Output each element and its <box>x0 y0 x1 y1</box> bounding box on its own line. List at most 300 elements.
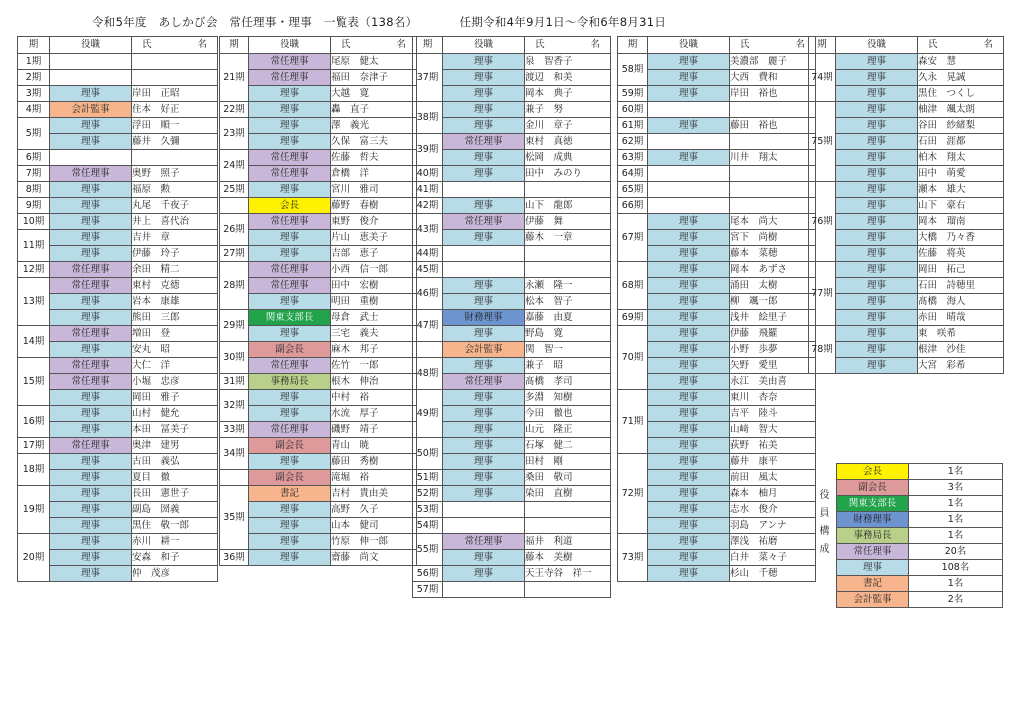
summary-role: 事務局長 <box>837 528 909 544</box>
period-cell: 16期 <box>18 406 50 438</box>
role-cell: 理事 <box>443 150 525 166</box>
name-cell: 古田 義弘 <box>132 454 218 470</box>
summary-count: 20名 <box>909 544 1003 560</box>
name-cell <box>730 134 816 150</box>
name-cell: 片山 恵美子 <box>331 230 417 246</box>
summary-role: 会計監事 <box>837 592 909 608</box>
header-period: 期 <box>809 37 836 54</box>
role-cell: 常任理事 <box>249 214 331 230</box>
table-row <box>413 54 611 70</box>
role-cell <box>443 262 525 278</box>
name-cell <box>525 262 611 278</box>
table-row <box>618 342 816 358</box>
table-row <box>18 70 218 86</box>
table-row <box>220 390 417 406</box>
role-cell: 常任理事 <box>50 278 132 294</box>
name-cell: 吉村 貴由美 <box>331 486 417 502</box>
table-row <box>220 166 417 182</box>
period-cell <box>413 342 443 358</box>
period-cell: 5期 <box>18 118 50 150</box>
name-cell: 丸尾 千夜子 <box>132 198 218 214</box>
table-row <box>618 134 816 150</box>
table-row <box>413 134 611 150</box>
role-cell: 書記 <box>249 486 331 502</box>
name-cell: 佐藤 哲夫 <box>331 150 417 166</box>
role-cell: 理事 <box>249 550 331 566</box>
role-cell: 常任理事 <box>249 358 331 374</box>
period-cell: 75期 <box>809 102 836 182</box>
name-cell: 天王寺谷 祥一 <box>525 566 611 582</box>
table-row <box>618 534 816 550</box>
role-cell: 理事 <box>249 134 331 150</box>
name-cell: 久永 晃誠 <box>918 70 1004 86</box>
header-period: 期 <box>618 37 648 54</box>
role-cell: 理事 <box>443 70 525 86</box>
role-cell: 理事 <box>836 118 918 134</box>
period-cell: 57期 <box>413 582 443 598</box>
name-cell <box>132 54 218 70</box>
table-row <box>618 118 816 134</box>
summary-row <box>837 560 1003 576</box>
period-cell: 73期 <box>618 534 648 582</box>
table-row <box>18 182 218 198</box>
role-cell: 理事 <box>50 518 132 534</box>
name-cell: 山下 龍郎 <box>525 198 611 214</box>
table-row <box>220 278 417 294</box>
role-cell: 理事 <box>249 406 331 422</box>
name-cell: 谷田 紗緒梨 <box>918 118 1004 134</box>
role-cell: 関東支部長 <box>249 310 331 326</box>
role-cell: 理事 <box>443 470 525 486</box>
role-cell: 理事 <box>648 486 730 502</box>
role-cell: 理事 <box>50 534 132 550</box>
role-cell: 理事 <box>249 86 331 102</box>
role-cell: 理事 <box>836 198 918 214</box>
name-cell: 藤木 一章 <box>525 230 611 246</box>
name-cell: 宮川 雅司 <box>331 182 417 198</box>
period-cell: 26期 <box>220 214 249 246</box>
period-cell: 6期 <box>18 150 50 166</box>
table-row <box>618 310 816 326</box>
role-cell: 常任理事 <box>50 166 132 182</box>
name-cell: 岡本 瑠南 <box>918 214 1004 230</box>
name-cell: 赤川 耕一 <box>132 534 218 550</box>
role-cell: 理事 <box>50 246 132 262</box>
table-row <box>220 294 417 310</box>
role-cell: 常任理事 <box>443 374 525 390</box>
summary-count: 1名 <box>909 512 1003 528</box>
summary-count: 1名 <box>909 528 1003 544</box>
role-cell: 理事 <box>443 438 525 454</box>
role-cell: 理事 <box>648 518 730 534</box>
name-cell: 宮下 尚樹 <box>730 230 816 246</box>
role-cell: 常任理事 <box>443 214 525 230</box>
name-cell: 大仁 洋 <box>132 358 218 374</box>
role-cell: 理事 <box>249 502 331 518</box>
name-cell: 田中 萌愛 <box>918 166 1004 182</box>
period-cell: 38期 <box>413 102 443 134</box>
role-cell: 理事 <box>836 342 918 358</box>
table-row <box>413 438 611 454</box>
name-cell: 麻木 邦子 <box>331 342 417 358</box>
name-cell: 東 咲希 <box>918 326 1004 342</box>
summary-role: 会長 <box>837 464 909 480</box>
table-row <box>618 166 816 182</box>
role-cell: 常任理事 <box>443 534 525 550</box>
name-cell: 吉部 恵子 <box>331 246 417 262</box>
table-row <box>220 518 417 534</box>
role-cell: 常任理事 <box>249 262 331 278</box>
term-text: 任期令和4年9月1日～令和6年8月31日 <box>459 15 667 29</box>
name-cell: 伊藤 飛羅 <box>730 326 816 342</box>
name-cell: 根木 伸治 <box>331 374 417 390</box>
name-cell: 黒住 つくし <box>918 86 1004 102</box>
role-cell: 常任理事 <box>50 358 132 374</box>
role-cell: 理事 <box>836 262 918 278</box>
header-name: 氏 名 <box>525 37 611 54</box>
role-cell: 理事 <box>836 182 918 198</box>
table-row <box>220 502 417 518</box>
role-cell: 理事 <box>249 230 331 246</box>
role-cell: 常任理事 <box>50 438 132 454</box>
period-cell <box>220 470 249 486</box>
table-row <box>413 166 611 182</box>
name-cell: 山本 健司 <box>331 518 417 534</box>
table-row <box>220 486 417 502</box>
period-cell: 43期 <box>413 214 443 246</box>
summary-table <box>836 463 1003 608</box>
period-cell: 14期 <box>18 326 50 358</box>
role-cell <box>648 166 730 182</box>
header-name: 氏 名 <box>730 37 816 54</box>
table-row <box>809 198 1004 214</box>
table-row <box>413 214 611 230</box>
name-cell: 瀬本 雄大 <box>918 182 1004 198</box>
period-cell: 13期 <box>18 278 50 326</box>
member-table-3 <box>412 36 611 598</box>
name-cell: 藤田 裕也 <box>730 118 816 134</box>
table-row <box>809 150 1004 166</box>
table-row <box>618 262 816 278</box>
role-cell: 事務局長 <box>249 374 331 390</box>
header-role: 役職 <box>249 37 331 54</box>
table-row <box>413 150 611 166</box>
table-row <box>618 278 816 294</box>
period-cell: 72期 <box>618 454 648 534</box>
role-cell: 理事 <box>836 86 918 102</box>
period-cell: 28期 <box>220 262 249 310</box>
table-row <box>220 246 417 262</box>
name-cell: 藤井 康平 <box>730 454 816 470</box>
period-cell: 4期 <box>18 102 50 118</box>
table-row <box>413 502 611 518</box>
summary-count: 1名 <box>909 464 1003 480</box>
table-row <box>220 550 417 566</box>
name-cell: 中村 裕 <box>331 390 417 406</box>
name-cell: 浮田 順一 <box>132 118 218 134</box>
name-cell: 岩本 康雄 <box>132 294 218 310</box>
table-row <box>618 214 816 230</box>
role-cell: 理事 <box>648 502 730 518</box>
name-cell: 森本 柚月 <box>730 486 816 502</box>
period-cell: 31期 <box>220 374 249 390</box>
role-cell: 常任理事 <box>249 278 331 294</box>
period-cell: 11期 <box>18 230 50 262</box>
role-cell: 理事 <box>50 86 132 102</box>
table-row <box>809 262 1004 278</box>
period-cell: 24期 <box>220 150 249 182</box>
table-row <box>220 262 417 278</box>
role-cell: 理事 <box>648 422 730 438</box>
table-row <box>809 294 1004 310</box>
role-cell: 理事 <box>648 278 730 294</box>
role-cell: 理事 <box>836 278 918 294</box>
table-row <box>413 246 611 262</box>
table-row <box>618 550 816 566</box>
role-cell: 副会長 <box>249 470 331 486</box>
role-cell: 理事 <box>648 310 730 326</box>
name-cell: 小西 信一郎 <box>331 262 417 278</box>
period-cell: 41期 <box>413 182 443 198</box>
name-cell: 岡本 あずさ <box>730 262 816 278</box>
name-cell: 大越 寛 <box>331 86 417 102</box>
period-cell: 37期 <box>413 54 443 102</box>
role-cell <box>648 102 730 118</box>
table-row <box>413 422 611 438</box>
table-row <box>618 470 816 486</box>
role-cell: 理事 <box>648 438 730 454</box>
period-cell: 61期 <box>618 118 648 134</box>
summary-row <box>837 464 1003 480</box>
period-cell: 42期 <box>413 198 443 214</box>
period-cell: 25期 <box>220 182 249 198</box>
role-cell: 理事 <box>249 534 331 550</box>
table-row <box>809 118 1004 134</box>
name-cell: 兼子 昭 <box>525 358 611 374</box>
role-cell: 理事 <box>443 454 525 470</box>
table-row <box>413 518 611 534</box>
name-cell: 小野 歩夢 <box>730 342 816 358</box>
name-cell: 小堀 忠彦 <box>132 374 218 390</box>
role-cell: 理事 <box>648 54 730 70</box>
name-cell: 福田 奈津子 <box>331 70 417 86</box>
role-cell: 理事 <box>249 118 331 134</box>
period-cell: 55期 <box>413 534 443 566</box>
name-cell: 奥野 照子 <box>132 166 218 182</box>
table-row <box>618 390 816 406</box>
role-cell: 理事 <box>249 246 331 262</box>
role-cell: 理事 <box>50 294 132 310</box>
member-table-2 <box>219 36 417 566</box>
name-cell: 山﨑 智大 <box>730 422 816 438</box>
period-cell: 19期 <box>18 486 50 534</box>
table-row <box>413 534 611 550</box>
role-cell: 常任理事 <box>50 262 132 278</box>
period-cell: 40期 <box>413 166 443 182</box>
name-cell: 伊藤 玲子 <box>132 246 218 262</box>
table-row <box>413 294 611 310</box>
summary-role: 理事 <box>837 560 909 576</box>
period-cell: 78期 <box>809 326 836 374</box>
role-cell: 理事 <box>836 150 918 166</box>
period-cell: 69期 <box>618 310 648 326</box>
role-cell: 理事 <box>836 54 918 70</box>
table-row <box>220 422 417 438</box>
summary-row <box>837 528 1003 544</box>
name-cell: 涌田 太樹 <box>730 278 816 294</box>
table-row <box>413 230 611 246</box>
name-cell: 尾原 健太 <box>331 54 417 70</box>
role-cell: 理事 <box>50 182 132 198</box>
role-cell: 理事 <box>836 102 918 118</box>
table-row <box>413 454 611 470</box>
summary-role: 常任理事 <box>837 544 909 560</box>
table-row <box>220 438 417 454</box>
role-cell: 理事 <box>648 390 730 406</box>
name-cell: 浅井 絵里子 <box>730 310 816 326</box>
member-table-5 <box>808 36 1004 374</box>
role-cell: 理事 <box>443 86 525 102</box>
period-cell: 67期 <box>618 214 648 262</box>
name-cell: 今田 徹也 <box>525 406 611 422</box>
period-cell: 9期 <box>18 198 50 214</box>
table-row <box>413 118 611 134</box>
name-cell: 齋藤 尚文 <box>331 550 417 566</box>
member-table-4 <box>617 36 816 582</box>
name-cell: 髙橋 海人 <box>918 294 1004 310</box>
table-row <box>618 246 816 262</box>
role-cell: 理事 <box>249 326 331 342</box>
table-row <box>413 358 611 374</box>
name-cell: 染田 直樹 <box>525 486 611 502</box>
table-row <box>809 326 1004 342</box>
name-cell: 佐藤 将英 <box>918 246 1004 262</box>
table-row <box>618 486 816 502</box>
period-cell: 50期 <box>413 438 443 470</box>
role-cell: 会計監事 <box>50 102 132 118</box>
page-title <box>92 14 666 30</box>
role-cell: 理事 <box>443 198 525 214</box>
table-row <box>809 134 1004 150</box>
name-cell: 東野 俊介 <box>331 214 417 230</box>
name-cell: 嘉藤 由夏 <box>525 310 611 326</box>
role-cell: 会長 <box>249 198 331 214</box>
name-cell: 羽島 アンナ <box>730 518 816 534</box>
role-cell: 理事 <box>50 406 132 422</box>
period-cell: 2期 <box>18 70 50 86</box>
table-row <box>18 326 218 342</box>
name-cell: 多淵 知樹 <box>525 390 611 406</box>
name-cell: 藤本 菜穂 <box>730 246 816 262</box>
name-cell: 黒住 敬一郎 <box>132 518 218 534</box>
table-row <box>220 454 417 470</box>
period-cell: 70期 <box>618 326 648 390</box>
name-cell: 川井 翔太 <box>730 150 816 166</box>
summary-role: 財務理事 <box>837 512 909 528</box>
name-cell: 松岡 成典 <box>525 150 611 166</box>
period-cell: 7期 <box>18 166 50 182</box>
role-cell: 理事 <box>50 422 132 438</box>
role-cell: 理事 <box>443 566 525 582</box>
role-cell: 理事 <box>50 566 132 582</box>
period-cell: 8期 <box>18 182 50 198</box>
role-cell: 理事 <box>648 550 730 566</box>
table-row <box>413 278 611 294</box>
table-row <box>220 150 417 166</box>
name-cell: 井上 喜代治 <box>132 214 218 230</box>
role-cell: 理事 <box>249 454 331 470</box>
table-row <box>220 214 417 230</box>
table-row <box>413 182 611 198</box>
role-cell: 理事 <box>443 102 525 118</box>
table-row <box>413 470 611 486</box>
name-cell: 泉 智香子 <box>525 54 611 70</box>
role-cell <box>50 70 132 86</box>
period-cell: 64期 <box>618 166 648 182</box>
name-cell <box>730 198 816 214</box>
role-cell: 理事 <box>648 342 730 358</box>
table-row <box>18 262 218 278</box>
role-cell: 会計監事 <box>443 342 525 358</box>
name-cell: 澤 義光 <box>331 118 417 134</box>
table-row <box>220 102 417 118</box>
role-cell <box>50 150 132 166</box>
table-row <box>809 102 1004 118</box>
role-cell: 理事 <box>648 214 730 230</box>
role-cell: 理事 <box>443 294 525 310</box>
name-cell <box>525 502 611 518</box>
name-cell: 轟 直子 <box>331 102 417 118</box>
summary-row <box>837 544 1003 560</box>
table-row <box>220 134 417 150</box>
header-name: 氏 名 <box>132 37 218 54</box>
name-cell: 安丸 昭 <box>132 342 218 358</box>
name-cell: 住本 好正 <box>132 102 218 118</box>
name-cell: 野島 寛 <box>525 326 611 342</box>
role-cell: 常任理事 <box>249 166 331 182</box>
role-cell: 理事 <box>50 198 132 214</box>
role-cell <box>443 582 525 598</box>
role-cell: 理事 <box>836 294 918 310</box>
table-row <box>220 230 417 246</box>
period-cell: 53期 <box>413 502 443 518</box>
table-row <box>220 198 417 214</box>
name-cell <box>132 150 218 166</box>
period-cell: 39期 <box>413 134 443 166</box>
period-cell: 74期 <box>809 54 836 102</box>
name-cell: 石田 詩穂里 <box>918 278 1004 294</box>
period-cell: 20期 <box>18 534 50 582</box>
role-cell: 理事 <box>836 166 918 182</box>
name-cell: 志水 俊介 <box>730 502 816 518</box>
name-cell: 本田 冨美子 <box>132 422 218 438</box>
period-cell: 23期 <box>220 118 249 150</box>
name-cell: 竹原 伸一郎 <box>331 534 417 550</box>
name-cell: 久保 富三夫 <box>331 134 417 150</box>
name-cell: 余田 精二 <box>132 262 218 278</box>
role-cell <box>648 182 730 198</box>
table-row <box>18 86 218 102</box>
table-row <box>220 310 417 326</box>
table-row <box>18 486 218 502</box>
role-cell: 理事 <box>50 214 132 230</box>
role-cell: 理事 <box>249 182 331 198</box>
role-cell: 理事 <box>50 390 132 406</box>
table-row <box>809 278 1004 294</box>
role-cell: 理事 <box>50 454 132 470</box>
role-cell: 理事 <box>836 326 918 342</box>
table-row <box>18 534 218 550</box>
